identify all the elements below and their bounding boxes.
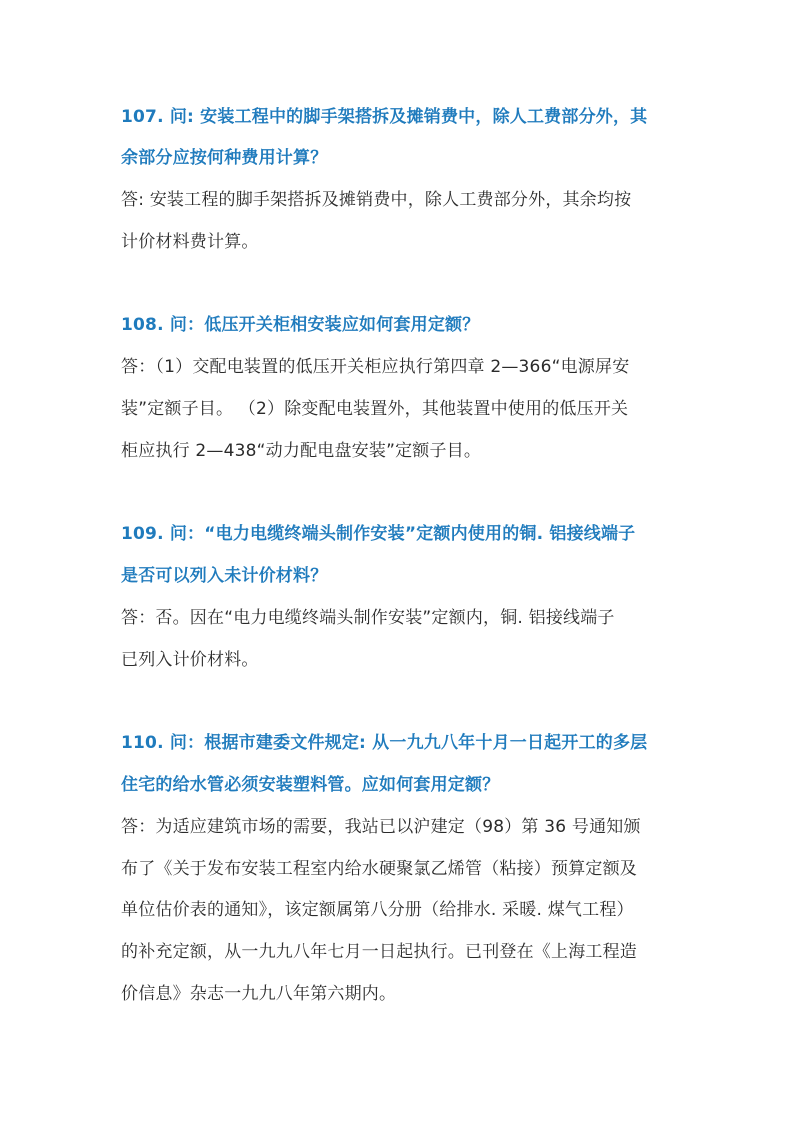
question-110-line-2: 住宅的给水管必须安装塑料管。应如何套用定额？ xyxy=(121,775,500,795)
answer-110-line-2: 布了《关于发布安装工程室内给水硬聚氯乙烯管（粘接）预算定额及 xyxy=(121,859,637,879)
answer-109-line-2: 已列入计价材料。 xyxy=(121,650,259,670)
question-108-line-1: 108. 问：低压开关柜相安装应如何套用定额？ xyxy=(121,315,480,335)
question-107-line-1: 107. 问: 安装工程中的脚手架搭拆及摊销费中，除人工费部分外，其 xyxy=(121,107,648,127)
answer-107-line-1: 答: 安装工程的脚手架搭拆及摊销费中，除人工费部分外，其余均按 xyxy=(121,190,632,210)
question-110-line-1: 110. 问：根据市建委文件规定: 从一九九八年十月一日起开工的多层 xyxy=(121,733,648,753)
answer-110-line-3: 单位估价表的通知》，该定额属第八分册（给排水. 采暖. 煤气工程） xyxy=(121,900,634,920)
question-109-line-1: 109. 问：“电力电缆终端头制作安装”定额内使用的铜. 铝接线端子 xyxy=(121,524,636,544)
answer-108-line-1: 答：（1）交配电装置的低压开关柜应执行第四章 2—366“电源屏安 xyxy=(121,357,630,377)
answer-110-line-4: 的补充定额，从一九九八年七月一日起执行。已刊登在《上海工程造 xyxy=(121,942,637,962)
answer-110-line-1: 答：为适应建筑市场的需要，我站已以沪建定（98）第 36 号通知颁 xyxy=(121,817,641,837)
answer-108-line-2: 装”定额子目。 （2）除变配电装置外，其他装置中使用的低压开关 xyxy=(121,399,629,419)
question-107-line-2: 余部分应按何种费用计算？ xyxy=(121,148,328,168)
answer-108-line-3: 柜应执行 2—438“动力配电盘安装”定额子目。 xyxy=(121,441,482,461)
answer-109-line-1: 答：否。因在“电力电缆终端头制作安装”定额内，铜. 铝接线端子 xyxy=(121,608,615,628)
question-109-line-2: 是否可以列入未计价材料？ xyxy=(121,566,328,586)
answer-110-line-5: 价信息》杂志一九九八年第六期内。 xyxy=(121,984,397,1004)
answer-107-line-2: 计价材料费计算。 xyxy=(121,232,259,252)
